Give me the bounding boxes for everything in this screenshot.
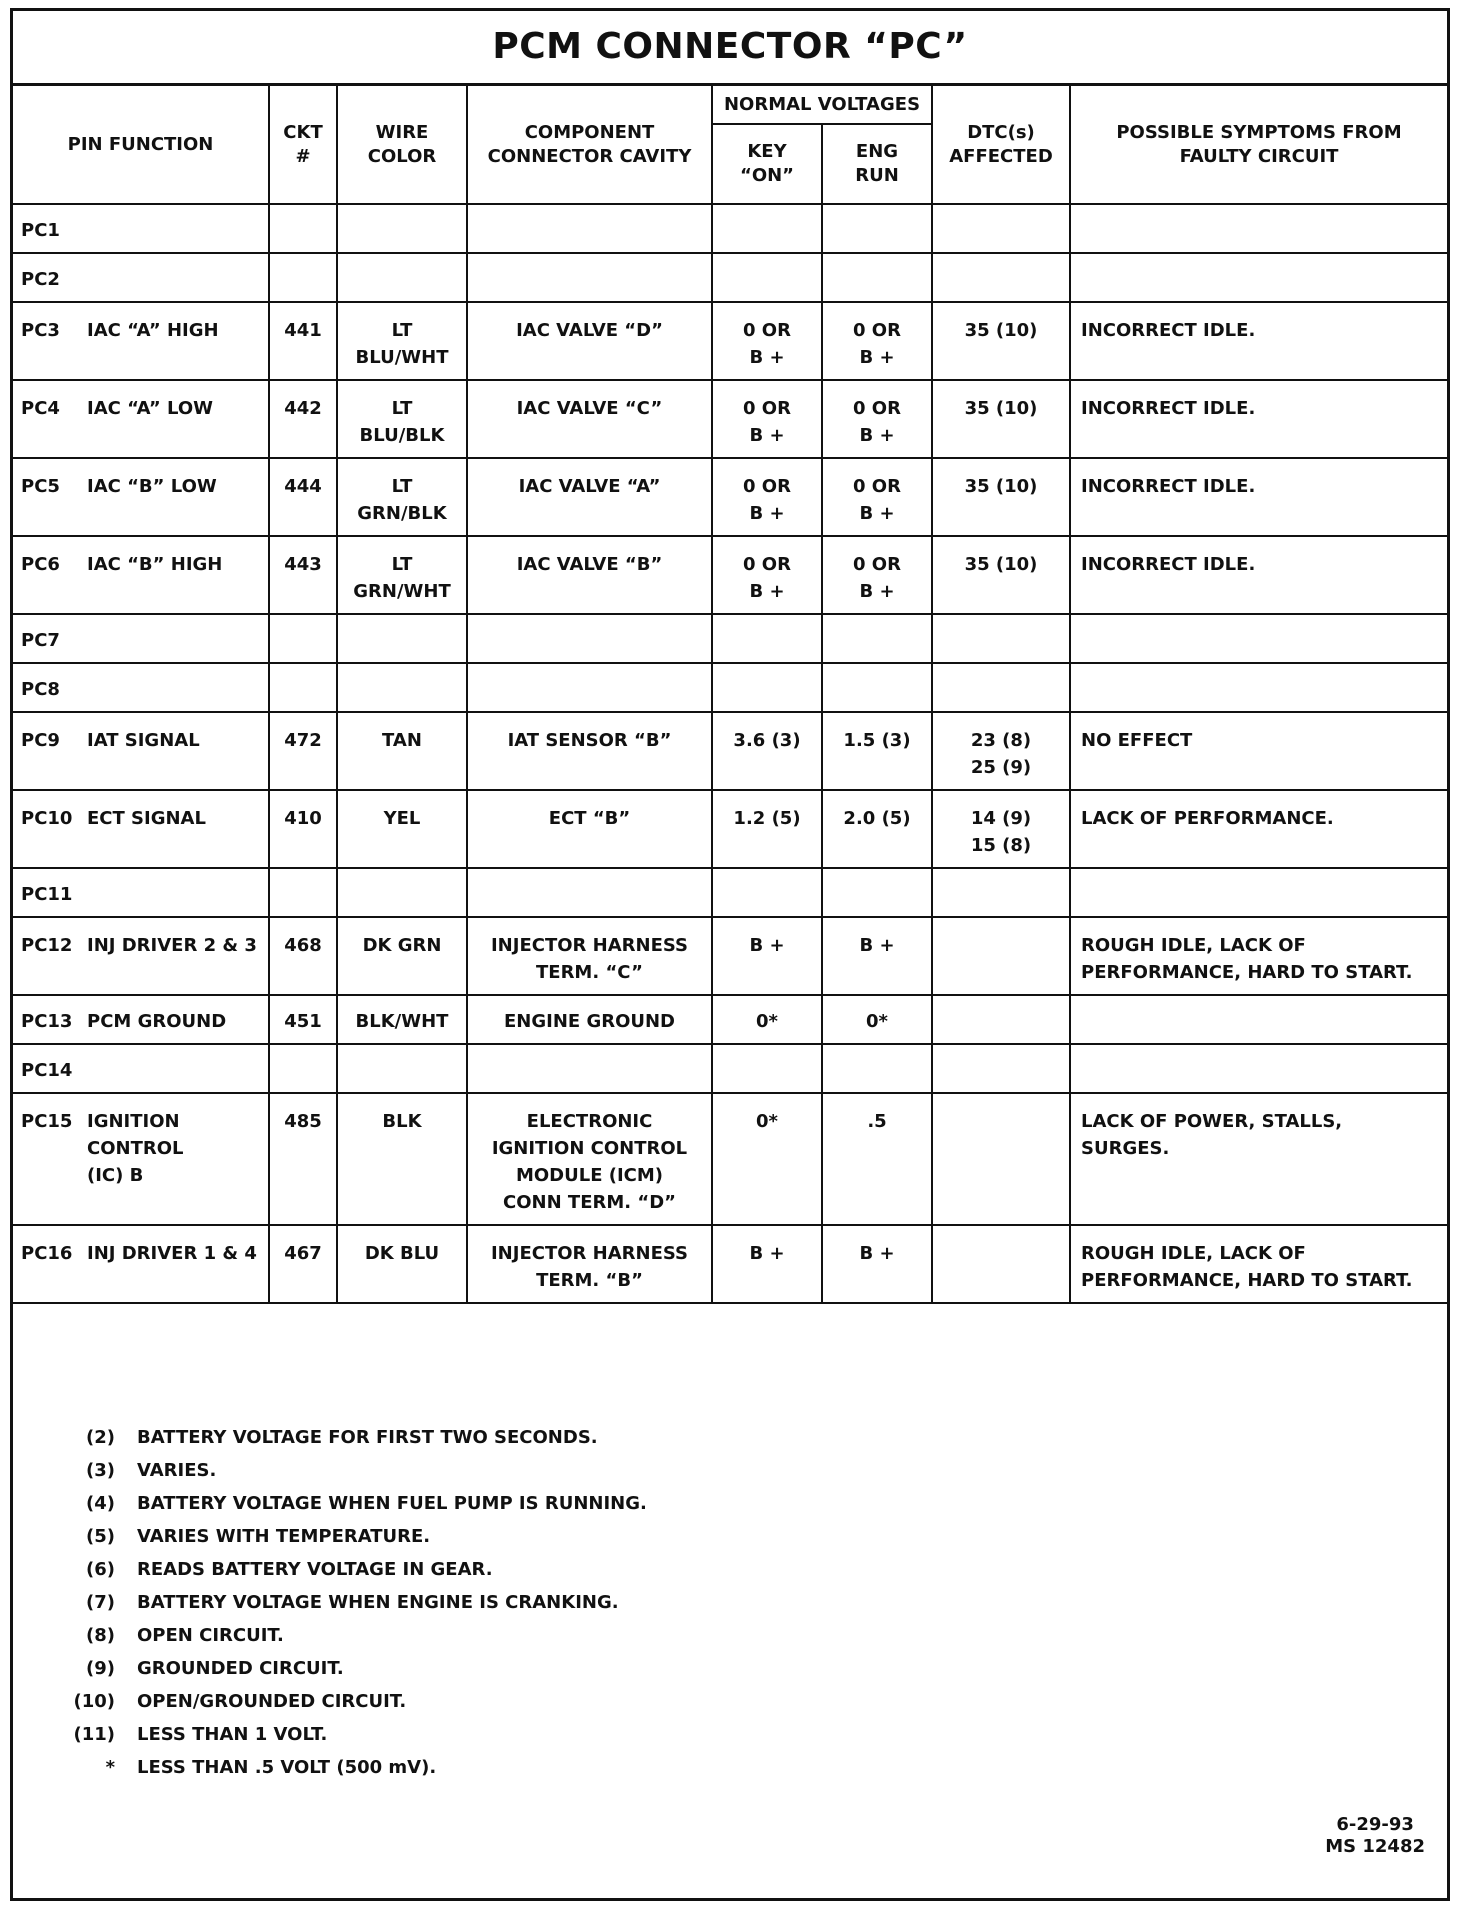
pin-function: INJ DRIVER 2 & 3 xyxy=(87,935,257,956)
table-row xyxy=(13,868,1447,917)
table-row xyxy=(13,614,1447,663)
header-dtc: DTC(s) AFFECTED xyxy=(932,86,1070,204)
possible-symptoms: ROUGH IDLE, LACK OF PERFORMANCE, HARD TO START. xyxy=(1070,917,1447,995)
footnote-key: (2) xyxy=(86,1427,115,1448)
footnote xyxy=(53,1652,647,1685)
eng-run-voltage xyxy=(822,663,932,712)
footnote xyxy=(53,1718,647,1751)
pin-function: INJ DRIVER 1 & 4 xyxy=(87,1243,257,1264)
key-on-voltage: 3.6 (3) xyxy=(712,712,822,790)
footnote-key: (3) xyxy=(86,1460,115,1481)
pin-id: PC14 xyxy=(21,1060,73,1081)
possible-symptoms: LACK OF PERFORMANCE. xyxy=(1070,790,1447,868)
possible-symptoms xyxy=(1070,1044,1447,1093)
pin-table xyxy=(13,86,1447,1304)
possible-symptoms xyxy=(1070,614,1447,663)
possible-symptoms xyxy=(1070,253,1447,302)
possible-symptoms xyxy=(1070,868,1447,917)
component-cavity: INJECTOR HARNESS TERM. “B” xyxy=(467,1225,712,1303)
pin-function: ECT SIGNAL xyxy=(87,808,206,829)
eng-run-voltage: B + xyxy=(822,917,932,995)
circuit-number: 451 xyxy=(269,995,337,1044)
table-row xyxy=(13,380,1447,458)
document-reference xyxy=(1325,1814,1425,1858)
pin-function: IGNITION CONTROL (IC) B xyxy=(87,1111,184,1186)
key-on-voltage: 0 OR B + xyxy=(712,302,822,380)
pin-id: PC13 xyxy=(21,1011,73,1032)
wire-color xyxy=(337,204,467,253)
table-row xyxy=(13,1225,1447,1303)
component-cavity: ECT “B” xyxy=(467,790,712,868)
dtc-affected: 35 (10) xyxy=(932,458,1070,536)
footnote xyxy=(53,1487,647,1520)
eng-run-voltage xyxy=(822,614,932,663)
component-cavity xyxy=(467,663,712,712)
footnote-text: BATTERY VOLTAGE FOR FIRST TWO SECONDS. xyxy=(137,1427,598,1448)
footnote xyxy=(53,1454,647,1487)
key-on-voltage xyxy=(712,614,822,663)
footnotes xyxy=(53,1421,647,1784)
pin-id: PC7 xyxy=(21,630,60,651)
footnote-key: (5) xyxy=(86,1526,115,1547)
document-date: 6-29-93 xyxy=(1336,1814,1414,1835)
pin-id: PC6 xyxy=(21,554,60,575)
dtc-affected: 23 (8) 25 (9) xyxy=(932,712,1070,790)
circuit-number: 468 xyxy=(269,917,337,995)
pin-id: PC12 xyxy=(21,935,73,956)
footnote xyxy=(53,1619,647,1652)
table-row xyxy=(13,302,1447,380)
pin-function: IAT SIGNAL xyxy=(87,730,200,751)
table-row xyxy=(13,204,1447,253)
pin-id: PC2 xyxy=(21,269,60,290)
table-row xyxy=(13,790,1447,868)
wire-color: LT BLU/BLK xyxy=(337,380,467,458)
circuit-number: 442 xyxy=(269,380,337,458)
key-on-voltage: B + xyxy=(712,1225,822,1303)
possible-symptoms: INCORRECT IDLE. xyxy=(1070,380,1447,458)
footnote xyxy=(53,1520,647,1553)
eng-run-voltage: 0 OR B + xyxy=(822,536,932,614)
key-on-voltage: B + xyxy=(712,917,822,995)
footnote-text: BATTERY VOLTAGE WHEN FUEL PUMP IS RUNNING. xyxy=(137,1493,647,1514)
possible-symptoms: INCORRECT IDLE. xyxy=(1070,302,1447,380)
footnote-text: LESS THAN .5 VOLT (500 mV). xyxy=(137,1757,437,1778)
circuit-number: 467 xyxy=(269,1225,337,1303)
table-row xyxy=(13,1044,1447,1093)
component-cavity xyxy=(467,253,712,302)
wire-color: TAN xyxy=(337,712,467,790)
pin-id: PC5 xyxy=(21,476,60,497)
footnote xyxy=(53,1685,647,1718)
footnote xyxy=(53,1751,647,1784)
footnote-text: GROUNDED CIRCUIT. xyxy=(137,1658,344,1679)
circuit-number xyxy=(269,1044,337,1093)
key-on-voltage: 0 OR B + xyxy=(712,536,822,614)
header-symptoms: POSSIBLE SYMPTOMS FROM FAULTY CIRCUIT xyxy=(1070,86,1447,204)
pin-id: PC4 xyxy=(21,398,60,419)
footnote xyxy=(53,1586,647,1619)
eng-run-voltage xyxy=(822,253,932,302)
component-cavity: IAC VALVE “D” xyxy=(467,302,712,380)
document-sheet xyxy=(10,8,1450,1901)
eng-run-voltage: 0 OR B + xyxy=(822,458,932,536)
dtc-affected xyxy=(932,1225,1070,1303)
eng-run-voltage xyxy=(822,868,932,917)
pin-function: IAC “A” LOW xyxy=(87,398,213,419)
circuit-number: 441 xyxy=(269,302,337,380)
footnote-text: OPEN/GROUNDED CIRCUIT. xyxy=(137,1691,407,1712)
key-on-voltage xyxy=(712,253,822,302)
pin-function: IAC “B” LOW xyxy=(87,476,217,497)
footnote-text: OPEN CIRCUIT. xyxy=(137,1625,284,1646)
pin-function: IAC “B” HIGH xyxy=(87,554,223,575)
footnote-text: VARIES. xyxy=(137,1460,217,1481)
eng-run-voltage: 0 OR B + xyxy=(822,380,932,458)
footnote-key: (8) xyxy=(86,1625,115,1646)
table-row xyxy=(13,458,1447,536)
pin-id: PC11 xyxy=(21,884,73,905)
pin-id: PC1 xyxy=(21,220,60,241)
circuit-number xyxy=(269,204,337,253)
component-cavity xyxy=(467,868,712,917)
table-row xyxy=(13,663,1447,712)
header-eng-run: ENG RUN xyxy=(822,124,932,204)
pin-id: PC3 xyxy=(21,320,60,341)
table-row xyxy=(13,995,1447,1044)
dtc-affected xyxy=(932,868,1070,917)
footnote xyxy=(53,1421,647,1454)
key-on-voltage: 0 OR B + xyxy=(712,380,822,458)
dtc-affected: 35 (10) xyxy=(932,302,1070,380)
pin-id: PC10 xyxy=(21,808,73,829)
pin-id: PC8 xyxy=(21,679,60,700)
wire-color xyxy=(337,614,467,663)
table-row xyxy=(13,253,1447,302)
key-on-voltage: 1.2 (5) xyxy=(712,790,822,868)
pin-id: PC15 xyxy=(21,1111,73,1132)
component-cavity: INJECTOR HARNESS TERM. “C” xyxy=(467,917,712,995)
component-cavity: IAC VALVE “B” xyxy=(467,536,712,614)
eng-run-voltage xyxy=(822,1044,932,1093)
footnote-key: (11) xyxy=(73,1724,115,1745)
possible-symptoms: ROUGH IDLE, LACK OF PERFORMANCE, HARD TO START. xyxy=(1070,1225,1447,1303)
header-wire-color: WIRE COLOR xyxy=(337,86,467,204)
footnote-key: (4) xyxy=(86,1493,115,1514)
footnote-key: (6) xyxy=(86,1559,115,1580)
key-on-voltage: 0* xyxy=(712,995,822,1044)
component-cavity: IAC VALVE “A” xyxy=(467,458,712,536)
dtc-affected: 35 (10) xyxy=(932,536,1070,614)
header-component: COMPONENT CONNECTOR CAVITY xyxy=(467,86,712,204)
key-on-voltage xyxy=(712,663,822,712)
dtc-affected xyxy=(932,995,1070,1044)
footnote-key: * xyxy=(105,1757,115,1778)
wire-color: BLK xyxy=(337,1093,467,1225)
eng-run-voltage: 1.5 (3) xyxy=(822,712,932,790)
component-cavity: ENGINE GROUND xyxy=(467,995,712,1044)
dtc-affected xyxy=(932,1044,1070,1093)
pin-function: PCM GROUND xyxy=(87,1011,227,1032)
component-cavity xyxy=(467,1044,712,1093)
pin-id: PC16 xyxy=(21,1243,73,1264)
circuit-number: 485 xyxy=(269,1093,337,1225)
component-cavity xyxy=(467,204,712,253)
pin-function: IAC “A” HIGH xyxy=(87,320,219,341)
pin-id: PC9 xyxy=(21,730,60,751)
wire-color: LT BLU/WHT xyxy=(337,302,467,380)
table-row xyxy=(13,1093,1447,1225)
circuit-number xyxy=(269,663,337,712)
wire-color xyxy=(337,868,467,917)
dtc-affected xyxy=(932,253,1070,302)
footnote-text: BATTERY VOLTAGE WHEN ENGINE IS CRANKING. xyxy=(137,1592,619,1613)
key-on-voltage xyxy=(712,1044,822,1093)
header-normal-voltages: NORMAL VOLTAGES xyxy=(712,86,932,124)
wire-color: LT GRN/BLK xyxy=(337,458,467,536)
wire-color xyxy=(337,663,467,712)
footnote-text: VARIES WITH TEMPERATURE. xyxy=(137,1526,431,1547)
component-cavity: IAT SENSOR “B” xyxy=(467,712,712,790)
dtc-affected xyxy=(932,204,1070,253)
table-row xyxy=(13,917,1447,995)
header-key-on: KEY “ON” xyxy=(712,124,822,204)
wire-color: DK GRN xyxy=(337,917,467,995)
key-on-voltage xyxy=(712,204,822,253)
possible-symptoms xyxy=(1070,204,1447,253)
wire-color: LT GRN/WHT xyxy=(337,536,467,614)
table-row xyxy=(13,712,1447,790)
footnote xyxy=(53,1553,647,1586)
eng-run-voltage: 2.0 (5) xyxy=(822,790,932,868)
circuit-number xyxy=(269,614,337,663)
footnote-text: LESS THAN 1 VOLT. xyxy=(137,1724,328,1745)
eng-run-voltage: B + xyxy=(822,1225,932,1303)
eng-run-voltage: 0 OR B + xyxy=(822,302,932,380)
possible-symptoms: INCORRECT IDLE. xyxy=(1070,536,1447,614)
component-cavity: IAC VALVE “C” xyxy=(467,380,712,458)
wire-color: BLK/WHT xyxy=(337,995,467,1044)
dtc-affected xyxy=(932,614,1070,663)
circuit-number: 444 xyxy=(269,458,337,536)
dtc-affected: 35 (10) xyxy=(932,380,1070,458)
circuit-number xyxy=(269,253,337,302)
circuit-number: 410 xyxy=(269,790,337,868)
eng-run-voltage: .5 xyxy=(822,1093,932,1225)
possible-symptoms: LACK OF POWER, STALLS, SURGES. xyxy=(1070,1093,1447,1225)
footnote-key: (10) xyxy=(73,1691,115,1712)
eng-run-voltage xyxy=(822,204,932,253)
wire-color xyxy=(337,1044,467,1093)
component-cavity xyxy=(467,614,712,663)
possible-symptoms: NO EFFECT xyxy=(1070,712,1447,790)
possible-symptoms: INCORRECT IDLE. xyxy=(1070,458,1447,536)
wire-color: DK BLU xyxy=(337,1225,467,1303)
wire-color: YEL xyxy=(337,790,467,868)
circuit-number: 472 xyxy=(269,712,337,790)
header-ckt: CKT # xyxy=(269,86,337,204)
dtc-affected: 14 (9) 15 (8) xyxy=(932,790,1070,868)
dtc-affected xyxy=(932,917,1070,995)
key-on-voltage: 0* xyxy=(712,1093,822,1225)
eng-run-voltage: 0* xyxy=(822,995,932,1044)
component-cavity: ELECTRONIC IGNITION CONTROL MODULE (ICM) CONN TERM. “D” xyxy=(467,1093,712,1225)
footnote-text: READS BATTERY VOLTAGE IN GEAR. xyxy=(137,1559,493,1580)
possible-symptoms xyxy=(1070,995,1447,1044)
key-on-voltage xyxy=(712,868,822,917)
document-id: MS 12482 xyxy=(1325,1836,1425,1857)
footnote-key: (9) xyxy=(86,1658,115,1679)
key-on-voltage: 0 OR B + xyxy=(712,458,822,536)
page-title: PCM CONNECTOR “PC” xyxy=(13,11,1447,86)
header-pin-function: PIN FUNCTION xyxy=(13,86,269,204)
dtc-affected xyxy=(932,1093,1070,1225)
footnote-key: (7) xyxy=(86,1592,115,1613)
circuit-number: 443 xyxy=(269,536,337,614)
dtc-affected xyxy=(932,663,1070,712)
circuit-number xyxy=(269,868,337,917)
possible-symptoms xyxy=(1070,663,1447,712)
wire-color xyxy=(337,253,467,302)
table-row xyxy=(13,536,1447,614)
